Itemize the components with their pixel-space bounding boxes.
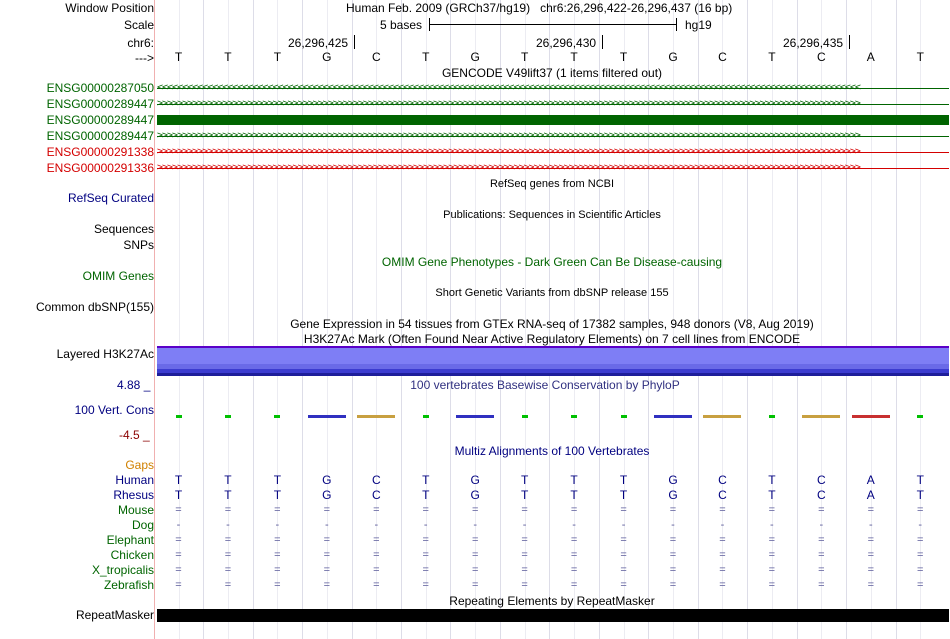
alignment-base: =: [917, 534, 924, 546]
alignment-base: -: [325, 519, 329, 531]
snps-label[interactable]: SNPs: [123, 238, 154, 252]
gene-intron-arrows[interactable]: [157, 148, 949, 156]
multiz-title: Multiz Alignments of 100 Vertebrates: [454, 444, 650, 458]
grid-line: [253, 0, 254, 639]
alignment-base: T: [520, 473, 529, 487]
conservation-bar: [852, 415, 890, 418]
species-label[interactable]: Zebrafish: [103, 578, 154, 592]
omim-title: OMIM Gene Phenotypes - Dark Green Can Be Disease-causing: [381, 255, 723, 269]
sequences-label[interactable]: Sequences: [93, 222, 154, 236]
gene-label[interactable]: ENSG00000289447: [46, 129, 154, 143]
alignment-base: =: [422, 534, 429, 546]
species-label[interactable]: Chicken: [110, 548, 154, 562]
alignment-base: C: [718, 473, 727, 487]
base-letter: T: [570, 50, 578, 64]
alignment-base: C: [718, 488, 727, 502]
species-label[interactable]: Mouse: [117, 503, 154, 517]
alignment-base: =: [323, 534, 331, 546]
conservation-bar: [357, 415, 395, 418]
gene-intron-arrows[interactable]: [157, 84, 949, 92]
alignment-base: =: [175, 564, 182, 576]
alignment-base: =: [620, 579, 627, 591]
alignment-base: =: [274, 534, 281, 546]
alignment-base: =: [768, 504, 776, 516]
refseq-title: RefSeq genes from NCBI: [489, 178, 615, 190]
alignment-base: G: [470, 473, 480, 487]
position-26296430: 26,296,430: [536, 36, 597, 50]
base-letter: G: [322, 50, 332, 64]
alignment-base: =: [818, 549, 825, 561]
alignment-base: -: [275, 519, 280, 531]
strand-arrow-icon: <<<<<<<<<<<<<<<<<<<<<<<<<<<<<<<<<<<<<<<<<<<<<<<<<<<<<<<<<<<<<<<<<<<<<<<<<<<<<<<<<<<<<<<<<<<<<<<<<<<<<<<<<<<<<<<<<<<<<<<<<<<<<<<<<<<<<<<<<<<<: [157, 84, 860, 92]
alignment-base: =: [570, 549, 578, 561]
conservation-bar: [423, 415, 429, 418]
gene-label[interactable]: ENSG00000291336: [46, 161, 154, 175]
alignment-base: =: [669, 534, 677, 546]
position-tick: [602, 35, 603, 49]
alignment-base: C: [817, 488, 826, 502]
gtex-title: Gene Expression in 54 tissues from GTEx RNA-seq of 17382 samples, 948 donors (V8, Aug 2019): [290, 317, 814, 331]
alignment-base: =: [620, 504, 627, 516]
h3k27ac-layer: [157, 348, 949, 364]
base-letter: C: [817, 50, 826, 64]
dbsnp-title: Short Genetic Variants from dbSNP release 155: [435, 287, 669, 299]
alignment-base: T: [768, 488, 776, 502]
strand-arrow-icon: >>>>>>>>>>>>>>>>>>>>>>>>>>>>>>>>>>>>>>>>>>>>>>>>>>>>>>>>>>>>>>>>>>>>>>>>>>>>>>>>>>>>>>>>>>>>>>>>>>>>>>>>>>>>>>>>>>>>>>>>>>>>>>>>>>>>>>>>>>>>: [157, 132, 860, 140]
strand-label: --->: [135, 51, 154, 65]
base-letter: G: [668, 50, 678, 64]
base-letter: T: [916, 50, 924, 64]
scale-label: Scale: [123, 18, 154, 32]
alignment-base: =: [570, 564, 578, 576]
alignment-base: =: [768, 564, 776, 576]
layered-h3k27ac-label[interactable]: Layered H3K27Ac: [56, 347, 154, 361]
conservation-bar: [274, 415, 280, 418]
alignment-base: =: [373, 504, 380, 516]
alignment-base: T: [174, 473, 183, 487]
gene-label[interactable]: ENSG00000291338: [46, 145, 154, 159]
alignment-base: =: [175, 579, 182, 591]
base-letter: T: [174, 50, 183, 64]
base-letter: T: [273, 50, 282, 64]
alignment-base: T: [916, 473, 924, 487]
alignment-base: =: [471, 504, 479, 516]
alignment-base: =: [521, 564, 528, 576]
conservation-bar: [225, 415, 231, 418]
alignment-base: =: [422, 579, 429, 591]
alignment-base: =: [768, 549, 776, 561]
conservation-max: 4.88 _: [117, 378, 151, 392]
alignment-base: =: [521, 549, 528, 561]
h3k27ac-title: H3K27Ac Mark (Often Found Near Active Regulatory Elements) on 7 cell lines from ENCODE: [303, 332, 801, 346]
base-letter: T: [224, 50, 232, 64]
h3k27ac-signal[interactable]: [157, 346, 949, 376]
conservation-title: 100 vertebrates Basewise Conservation by PhyloP: [410, 378, 680, 392]
alignment-base: =: [768, 579, 776, 591]
alignment-base: G: [668, 488, 678, 502]
alignment-base: =: [818, 534, 825, 546]
scale-bar-left-tick: [429, 18, 430, 31]
alignment-base: =: [323, 564, 331, 576]
common-dbsnp-label[interactable]: Common dbSNP(155): [35, 300, 154, 314]
alignment-base: T: [273, 488, 282, 502]
repeatmasker-label[interactable]: RepeatMasker: [75, 608, 154, 622]
alignment-base: =: [669, 579, 677, 591]
alignment-base: =: [471, 564, 479, 576]
strand-arrow-icon: >>>>>>>>>>>>>>>>>>>>>>>>>>>>>>>>>>>>>>>>>>>>>>>>>>>>>>>>>>>>>>>>>>>>>>>>>>>>>>>>>>>>>>>>>>>>>>>>>>>>>>>>>>>>>>>>>>>>>>>>>>>>>>>>>>>>>>>>>>>>: [157, 100, 860, 108]
alignment-base: =: [224, 579, 232, 591]
alignment-base: =: [917, 549, 924, 561]
alignment-base: =: [669, 564, 677, 576]
species-label[interactable]: Human: [115, 473, 154, 487]
alignment-base: =: [719, 564, 726, 576]
alignment-base: =: [274, 549, 281, 561]
alignment-base: =: [620, 564, 627, 576]
alignment-base: T: [273, 473, 282, 487]
alignment-base: =: [224, 564, 232, 576]
alignment-base: T: [174, 488, 183, 502]
grid-line: [846, 0, 847, 639]
conservation-bar: [621, 415, 627, 418]
position-tick: [354, 35, 355, 49]
alignment-base: =: [274, 564, 281, 576]
strand-arrow-icon: >>>>>>>>>>>>>>>>>>>>>>>>>>>>>>>>>>>>>>>>>>>>>>>>>>>>>>>>>>>>>>>>>>>>>>>>>>>>>>>>>>>>>>>>>>>>>>>>>>>>>>>>>>>>>>>>>>>>>>>>>>>>>>>>>>>>>>>>>>>>: [157, 164, 860, 172]
scale-assembly: hg19: [685, 18, 712, 32]
alignment-base: -: [621, 519, 626, 531]
alignment-base: -: [473, 519, 478, 531]
alignment-base: -: [770, 519, 774, 531]
alignment-base: G: [322, 473, 332, 487]
alignment-base: =: [323, 504, 331, 516]
alignment-base: T: [570, 473, 578, 487]
base-letter: G: [470, 50, 480, 64]
conservation-bar: [654, 415, 692, 418]
alignment-base: -: [572, 519, 576, 531]
conservation-bar: [802, 415, 840, 418]
alignment-base: =: [521, 579, 528, 591]
alignment-base: G: [470, 488, 480, 502]
alignment-base: =: [818, 579, 825, 591]
alignment-base: =: [917, 579, 924, 591]
alignment-base: =: [719, 549, 726, 561]
conservation-bar: [571, 415, 577, 418]
window-position-label: Window Position: [65, 1, 154, 15]
alignment-base: =: [867, 549, 875, 561]
gene-label[interactable]: ENSG00000289447: [46, 97, 154, 111]
position-26296425: 26,296,425: [288, 36, 349, 50]
alignment-base: =: [768, 534, 776, 546]
alignment-base: C: [371, 488, 381, 502]
alignment-base: -: [671, 519, 675, 531]
alignment-base: T: [520, 488, 529, 502]
alignment-base: =: [570, 504, 578, 516]
alignment-base: T: [224, 488, 232, 502]
omim-genes-label[interactable]: OMIM Genes: [82, 269, 154, 283]
vert-cons-label[interactable]: 100 Vert. Cons: [74, 403, 154, 417]
alignment-base: =: [867, 564, 875, 576]
alignment-base: =: [323, 549, 331, 561]
gene-exon-block[interactable]: [157, 115, 949, 125]
alignment-base: =: [867, 579, 875, 591]
alignment-base: C: [371, 473, 381, 487]
alignment-base: =: [175, 549, 182, 561]
alignment-base: =: [719, 579, 726, 591]
gencode-title[interactable]: GENCODE V49lift37 (1 items filtered out): [441, 66, 663, 80]
species-label[interactable]: X_tropicalis: [91, 563, 154, 577]
alignment-base: T: [916, 488, 924, 502]
alignment-base: =: [620, 549, 627, 561]
gene-intron-arrows[interactable]: [157, 100, 949, 108]
gene-label[interactable]: ENSG00000287050: [46, 81, 154, 95]
alignment-base: =: [224, 534, 232, 546]
scale-bar: [429, 24, 677, 25]
alignment-base: =: [620, 534, 627, 546]
conservation-bar: [703, 415, 741, 418]
alignment-base: -: [226, 519, 230, 531]
alignment-base: =: [719, 504, 726, 516]
publications-title: Publications: Sequences in Scientific Articles: [443, 209, 661, 221]
alignment-base: =: [570, 534, 578, 546]
alignment-base: =: [570, 579, 578, 591]
repeatmasker-element[interactable]: [157, 609, 949, 622]
alignment-base: =: [323, 579, 331, 591]
label-divider: [154, 0, 155, 639]
repeatmasker-title: Repeating Elements by RepeatMasker: [449, 594, 655, 608]
gaps-label[interactable]: Gaps: [125, 458, 154, 472]
conservation-bar: [456, 415, 494, 418]
alignment-base: G: [668, 473, 678, 487]
position-26296435: 26,296,435: [783, 36, 844, 50]
alignment-base: =: [373, 564, 380, 576]
alignment-base: =: [224, 549, 232, 561]
alignment-base: =: [521, 504, 528, 516]
alignment-base: -: [720, 519, 725, 531]
alignment-base: T: [224, 473, 232, 487]
base-letter: T: [520, 50, 529, 64]
alignment-base: =: [669, 504, 677, 516]
base-letter: T: [422, 50, 430, 64]
chrom-label: chr6:: [127, 36, 154, 50]
alignment-base: =: [818, 564, 825, 576]
species-label[interactable]: Rhesus: [113, 488, 154, 502]
alignment-base: -: [374, 519, 379, 531]
h3k27ac-layer: [157, 373, 949, 376]
species-label[interactable]: Dog: [131, 518, 154, 532]
alignment-base: C: [817, 473, 826, 487]
conservation-bar: [769, 415, 775, 418]
alignment-base: =: [867, 504, 875, 516]
alignment-base: =: [917, 564, 924, 576]
alignment-base: =: [224, 504, 232, 516]
conservation-bar: [176, 415, 182, 418]
window-position-value: Human Feb. 2009 (GRCh37/hg19) chr6:26,296,422-26,296,437 (16 bp): [346, 1, 733, 15]
alignment-base: =: [373, 549, 380, 561]
grid-line: [203, 0, 204, 639]
grid-line: [896, 0, 897, 639]
alignment-base: A: [866, 473, 875, 487]
alignment-base: =: [175, 534, 182, 546]
scale-value: 5 bases: [380, 18, 423, 32]
alignment-base: T: [619, 473, 628, 487]
alignment-base: -: [522, 519, 527, 531]
alignment-base: =: [471, 549, 479, 561]
alignment-base: =: [422, 564, 429, 576]
position-tick: [849, 35, 850, 49]
alignment-base: =: [175, 504, 182, 516]
alignment-base: =: [373, 534, 380, 546]
alignment-base: =: [867, 534, 875, 546]
alignment-base: =: [471, 534, 479, 546]
gene-intron-arrows[interactable]: [157, 132, 949, 140]
alignment-base: -: [423, 519, 428, 531]
gene-label[interactable]: ENSG00000289447: [46, 113, 154, 127]
alignment-base: A: [866, 488, 875, 502]
alignment-base: =: [521, 534, 528, 546]
alignment-base: T: [422, 473, 430, 487]
scale-bar-right-tick: [676, 18, 677, 31]
species-label[interactable]: Elephant: [106, 533, 154, 547]
alignment-base: -: [819, 519, 824, 531]
alignment-base: =: [917, 504, 924, 516]
alignment-base: T: [768, 473, 776, 487]
alignment-base: -: [176, 519, 181, 531]
base-letter: A: [866, 50, 875, 64]
alignment-base: =: [422, 549, 429, 561]
refseq-curated-label[interactable]: RefSeq Curated: [67, 191, 154, 205]
strand-arrow-icon: >>>>>>>>>>>>>>>>>>>>>>>>>>>>>>>>>>>>>>>>>>>>>>>>>>>>>>>>>>>>>>>>>>>>>>>>>>>>>>>>>>>>>>>>>>>>>>>>>>>>>>>>>>>>>>>>>>>>>>>>>>>>>>>>>>>>>>>>>>>>: [157, 148, 860, 156]
conservation-min: -4.5 _: [119, 428, 150, 442]
alignment-base: -: [868, 519, 873, 531]
alignment-base: =: [719, 534, 726, 546]
base-letter: T: [768, 50, 776, 64]
alignment-base: =: [274, 504, 281, 516]
base-letter: C: [718, 50, 727, 64]
alignment-base: =: [274, 579, 281, 591]
conservation-bar: [308, 415, 346, 418]
alignment-base: G: [322, 488, 332, 502]
gene-intron-arrows[interactable]: [157, 164, 949, 172]
alignment-base: =: [471, 579, 479, 591]
alignment-base: -: [918, 519, 923, 531]
alignment-base: T: [570, 488, 578, 502]
alignment-base: =: [669, 549, 677, 561]
alignment-base: =: [818, 504, 825, 516]
alignment-base: T: [422, 488, 430, 502]
alignment-base: =: [373, 579, 380, 591]
base-letter: T: [619, 50, 628, 64]
conservation-bar: [522, 415, 528, 418]
conservation-bar: [917, 415, 923, 418]
alignment-base: T: [619, 488, 628, 502]
alignment-base: =: [422, 504, 429, 516]
base-letter: C: [371, 50, 381, 64]
